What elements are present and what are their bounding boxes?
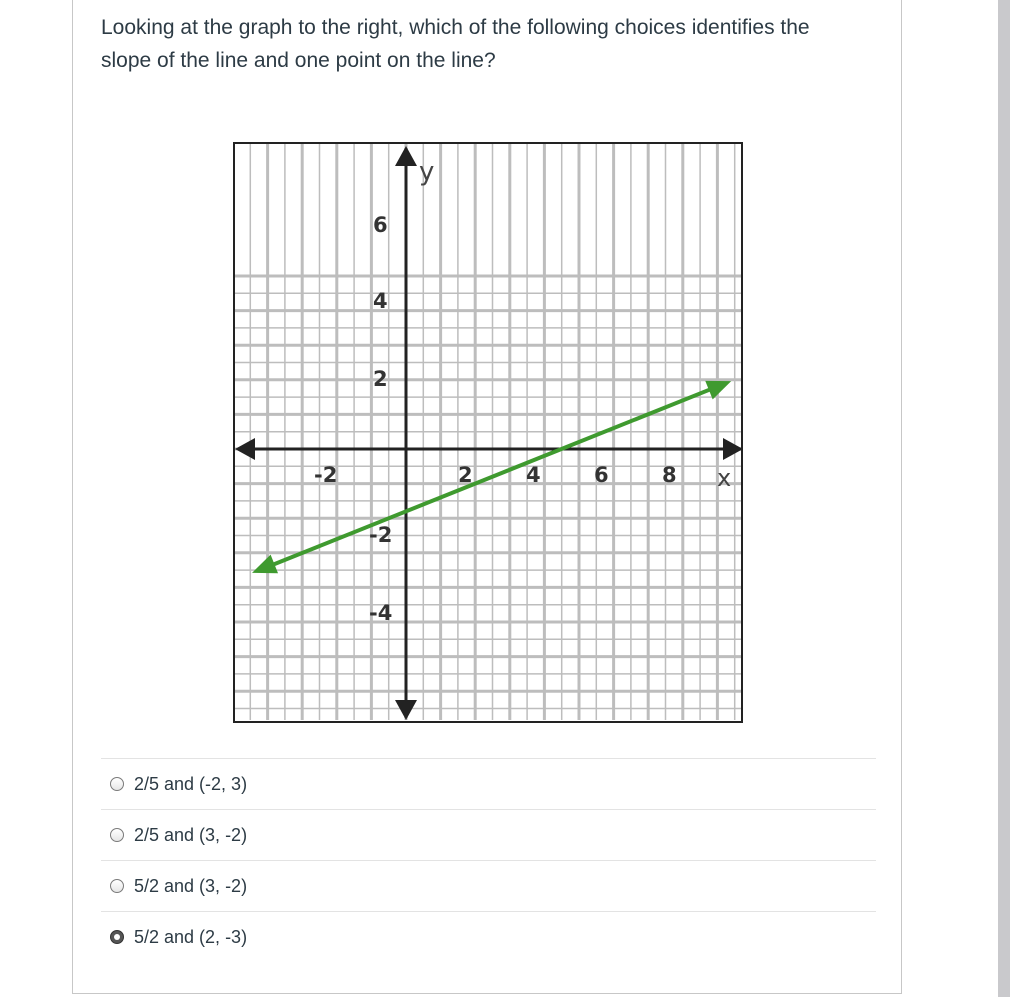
x-axis-left-arrow <box>235 438 255 460</box>
scrollbar[interactable] <box>998 0 1010 997</box>
x-axis-right-arrow <box>723 438 743 460</box>
answer-choice-1[interactable] <box>101 758 876 809</box>
y-tick-label: 2 <box>373 367 388 391</box>
radio-button[interactable] <box>110 828 124 842</box>
radio-button[interactable] <box>110 930 124 944</box>
answer-choices <box>101 758 876 962</box>
answer-choice-2[interactable] <box>101 809 876 860</box>
answer-choice-label: 5/2 and (2, -3) <box>134 926 248 947</box>
y-axis-up-arrow <box>395 146 417 166</box>
answer-choice-label: 2/5 and (3, -2) <box>134 824 248 845</box>
radio-button[interactable] <box>110 879 124 893</box>
x-tick-label: -2 <box>314 463 338 487</box>
answer-choice-label: 2/5 and (-2, 3) <box>134 773 248 794</box>
answer-choice-label: 5/2 and (3, -2) <box>134 875 248 896</box>
question-text: Looking at the graph to the right, which of the following choices identifies the slope of the line and one point on the line? <box>101 16 810 72</box>
y-tick-label: 4 <box>373 289 388 313</box>
answer-choice-4[interactable] <box>101 911 876 962</box>
x-tick-label: 8 <box>662 463 677 487</box>
y-tick-label: -2 <box>369 523 393 547</box>
radio-button[interactable] <box>110 777 124 791</box>
x-tick-label: 6 <box>594 463 609 487</box>
y-tick-label: 6 <box>373 213 388 237</box>
coordinate-graph-image <box>233 142 745 726</box>
y-tick-label: -4 <box>369 601 393 625</box>
x-axis-label: x <box>717 464 732 492</box>
y-axis-down-arrow <box>395 700 417 720</box>
x-tick-label: 4 <box>526 463 541 487</box>
question-card <box>72 0 902 994</box>
axis-tick-labels <box>314 157 731 625</box>
x-tick-label: 2 <box>458 463 473 487</box>
graph-grid <box>235 144 741 720</box>
answer-choice-3[interactable] <box>101 860 876 911</box>
line-arrowhead <box>252 555 278 574</box>
y-axis-label: y <box>419 157 435 187</box>
